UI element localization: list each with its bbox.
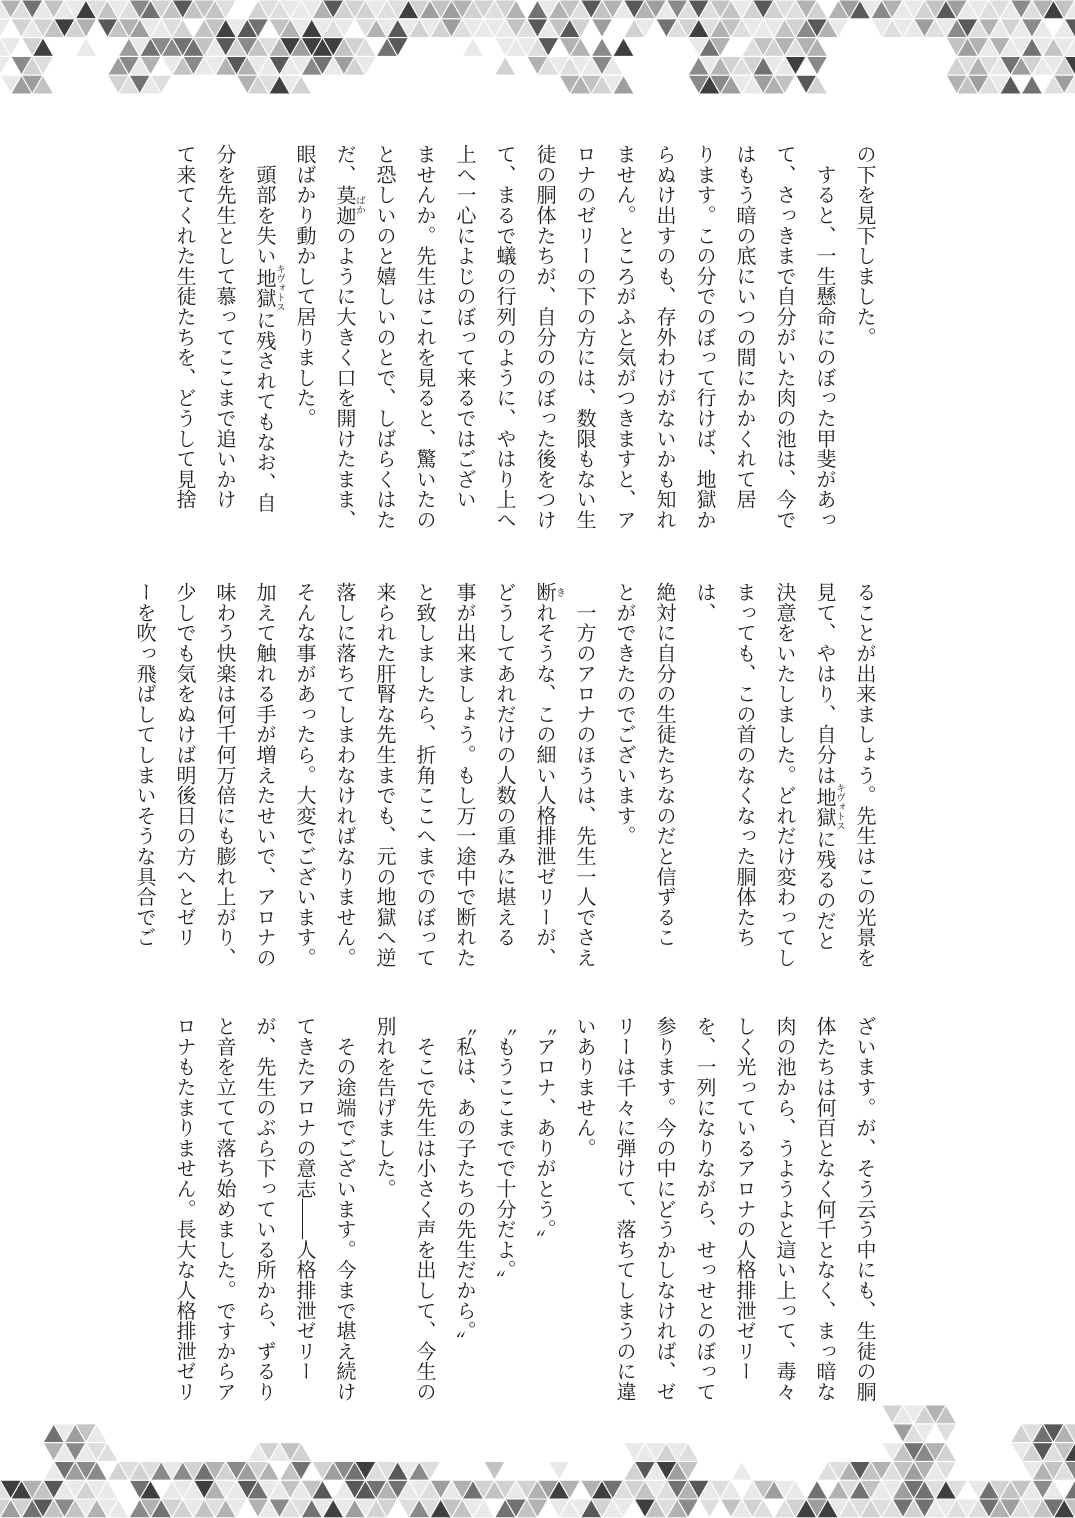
text-line: はもう暗の底にいつの間にかかくれて居 [733,144,755,510]
text-line: らぬけ出すのも、存外わけがないかも知れ [653,144,675,530]
ruby-annotation: 莫迦 ばか [333,184,364,226]
text-line: ロナのゼリーの下の方には、数限もない生 [573,144,595,530]
ruby-annotation: 地獄 キヴォトス [813,783,844,831]
text-line: 頭部を失い地獄 キヴォトスに残されてもなお、自 [253,144,284,513]
text-line: の下を見下しました。 [853,144,875,347]
text-line: 断 きれそうな、この細い人格排泄ゼリーが、 [533,582,564,968]
text-line: 上へ一心によじのぼって来るではござい [453,144,475,510]
text-line: リーは千々に弾けて、落ちてしまうのに違 [613,1016,635,1402]
text-line: だ、莫迦 ばかのように大きく口を開けたまま、 [333,144,364,530]
text-line: と致しましたら、折角ここへまでのぼって [413,582,435,968]
text-line: て来てくれた生徒たちを、どうして見捨 [173,144,195,510]
text-block-1 [164,144,884,548]
text-line: 体たちは何百となく何千となく、まっ暗な [813,1016,835,1402]
text-line: ません。ところがふと気がつきますと、ア [613,144,635,530]
ruby-annotation: 断 き [533,582,564,603]
text-line: が、先生のぶら下っている所から、ずるり [253,1016,275,1402]
text-line: ーを吹っ飛ばしてしまいそうな具合でご [133,582,155,948]
text-line: いありません。 [573,1016,595,1159]
text-line: まっても、この首のなくなった胴体たちは、 [693,582,755,948]
text-line: と音を立てて落ち始めました。ですからア [213,1016,235,1402]
text-line: ませんか。先生はこれを見ると、驚いたの [413,144,435,530]
text-line: を、一列になりながら、せっせとのぼって [693,1016,715,1402]
text-block-2 [124,582,884,986]
text-line: 加えて触れる手が増えたせいで、アロナの [253,582,275,968]
text-line: ります。この分でのぼって行けば、地獄か [693,144,715,530]
text-line: 〝私は、あの子たちの先生だから。〟 [453,1016,475,1352]
text-line: ざいます。が、そう云う中にも、生徒の胴 [853,1016,875,1402]
text-line: て、まるで蟻の行列のように、やはり上へ [493,144,515,530]
text-line: 事が出来ましょう。もし万一途中で断れた [453,582,475,968]
text-line: 〝もうここまでで十分だよ。〟 [493,1016,515,1291]
text-line: 来られた肝腎な先生までも、元の地獄へ逆 [373,582,395,968]
text-line: 決意をいたしました。どれだけ変わってし [773,582,795,968]
text-line: そんな事があったら。大変でございます。 [293,582,315,968]
text-line: 肉の池から、うようよと這い上って、毒々 [773,1016,795,1402]
text-line: 徒の胴体たちが、自分ののぼった後をつけ [533,144,555,530]
text-line: ることが出来ましょう。先生はこの光景を [853,582,875,968]
text-line: その途端でございます。今まで堪え続け [333,1016,355,1402]
text-line: 眼ばかり動かして居りました。 [293,144,315,429]
text-line: 味わう快楽は何千何万倍にも膨れ上がり、 [213,582,235,968]
text-line: とができたのでございます。 [613,582,635,846]
text-line: て、さっきまで自分がいた肉の池は、今で [773,144,795,530]
triangle-mosaic-top-border [0,0,1075,95]
text-line: 落しに落ちてしまわなければなりません。 [333,582,355,968]
text-line: どうしてあれだけの人数の重みに堪える [493,582,515,948]
text-line: 分を先生として慕ってここまで追いかけ [213,144,235,510]
text-line: 見て、やはり、自分は地獄 キヴォトスに残るのだと [813,582,844,951]
text-line: 一方のアロナのほうは、先生一人でさえ [573,582,595,968]
text-line: 別れを告げました。 [373,1016,395,1199]
text-line: 参ります。今の中にどうかしなければ、ゼ [653,1016,675,1402]
text-block-3 [164,1016,884,1420]
text-line: てきたアロナの意志――人格排泄ゼリー [293,1016,315,1382]
ruby-annotation: 地獄 キヴォトス [253,264,284,312]
text-line: 〝アロナ、ありがとう。〟 [533,1016,555,1250]
text-line: 絶対に自分の生徒たちなのだと信ずるこ [653,582,675,948]
text-line: 少しでも気をぬけば明後日の方へとゼリ [173,582,195,948]
triangle-mosaic-bottom-border [0,1405,1075,1518]
text-line: と恐しいのと嬉しいのとで、しばらくはた [373,144,395,530]
text-line: ロナもたまりません。長大な人格排泄ゼリ [173,1016,195,1402]
text-line: すると、一生懸命にのぼった甲斐があっ [813,144,835,530]
text-line: しく光っているアロナの人格排泄ゼリー [733,1016,755,1382]
text-line: そこで先生は小さく声を出して、今生の [413,1016,435,1402]
